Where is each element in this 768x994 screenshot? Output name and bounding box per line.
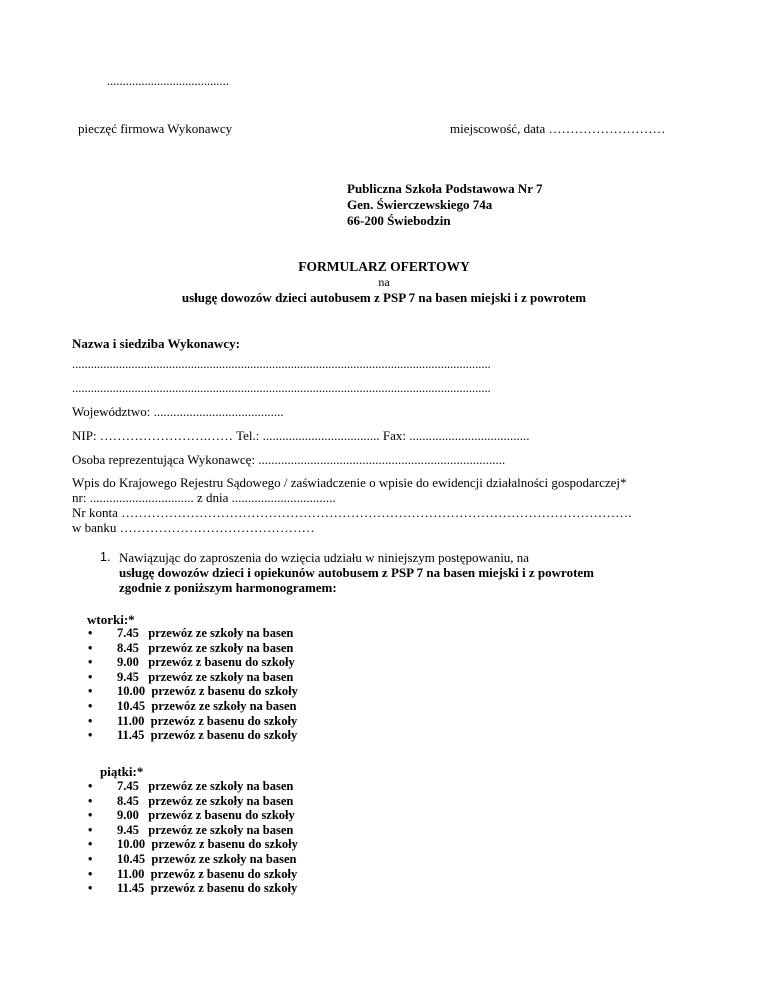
recipient-block xyxy=(347,181,543,229)
bullet-icon: • xyxy=(88,822,93,837)
schedule-entry: 9.45 przewóz ze szkoły na basen xyxy=(117,669,294,684)
bullet-icon: • xyxy=(88,684,93,699)
bullet-icon: • xyxy=(88,866,93,881)
bullet-icon: • xyxy=(88,713,93,728)
recipient-city: 66-200 Świebodzin xyxy=(347,213,451,228)
point1-subject: usługę dowozów dzieci i opiekunów autobusem z PSP 7 na basen miejski i z powrotem xyxy=(119,565,595,580)
contractor-heading: Nazwa i siedziba Wykonawcy: xyxy=(72,336,240,351)
bank-field: w banku ……………………………………… xyxy=(72,520,315,535)
bullet-icon: • xyxy=(88,881,93,896)
representative-field: Osoba reprezentująca Wykonawcę: ............................................................................ xyxy=(72,452,506,467)
krs-number-date: nr: ................................ z dnia ................................ xyxy=(72,490,336,505)
list-item xyxy=(88,626,298,641)
schedule-entry: 8.45 przewóz ze szkoły na basen xyxy=(117,793,294,808)
form-subject: usługę dowozów dzieci autobusem z PSP 7 na basen miejski i z powrotem xyxy=(181,290,587,305)
friday-label: piątki:* xyxy=(100,764,144,779)
point1-schedule-intro: zgodnie z poniższym harmonogramem: xyxy=(119,580,337,595)
bullet-icon: • xyxy=(88,851,93,866)
bullet-icon: • xyxy=(88,698,93,713)
bullet-icon: • xyxy=(88,793,93,808)
list-item xyxy=(88,808,298,823)
schedule-entry: 7.45 przewóz ze szkoły na basen xyxy=(117,779,294,793)
list-item xyxy=(88,669,298,685)
stamp-label: pieczęć firmowa Wykonawcy xyxy=(78,121,233,136)
schedule-entry: 7.45 przewóz ze szkoły na basen xyxy=(117,626,294,640)
list-item xyxy=(88,851,298,867)
schedule-entry: 10.00 przewóz z basenu do szkoły xyxy=(117,684,298,699)
list-item xyxy=(88,684,298,699)
bullet-icon: • xyxy=(88,808,93,823)
bullet-icon: • xyxy=(88,779,93,793)
list-item xyxy=(88,866,298,882)
schedule-entry: 8.45 przewóz ze szkoły na basen xyxy=(117,640,294,655)
list-item xyxy=(88,713,298,729)
schedule-entry: 9.45 przewóz ze szkoły na basen xyxy=(117,822,294,837)
recipient-street: Gen. Świerczewskiego 74a xyxy=(347,197,493,212)
tuesday-schedule-list xyxy=(88,626,298,743)
bullet-icon: • xyxy=(88,655,93,670)
bullet-icon: • xyxy=(88,728,93,743)
schedule-entry: 10.45 przewóz ze szkoły na basen xyxy=(117,851,297,866)
schedule-entry: 11.00 przewóz z basenu do szkoły xyxy=(117,866,298,881)
bullet-icon: • xyxy=(88,669,93,684)
list-item xyxy=(88,655,298,670)
list-item xyxy=(88,793,298,809)
point-number: 1. xyxy=(100,550,111,564)
list-item xyxy=(88,881,298,896)
title-na: na xyxy=(378,275,390,289)
nip-tel-fax-fields: NIP: …………………….…… Tel.: .................................... Fax: ..................................... xyxy=(72,428,530,443)
account-number-field: Nr konta ………………………………………………………………………………………………………. xyxy=(72,505,632,520)
list-item xyxy=(88,837,298,852)
bullet-icon: • xyxy=(88,640,93,655)
list-item xyxy=(88,822,298,838)
recipient-name: Publiczna Szkoła Podstawowa Nr 7 xyxy=(347,181,543,196)
place-date: miejscowość, data ……………………… xyxy=(450,121,666,136)
krs-text: Wpis do Krajowego Rejestru Sądowego / zaświadczenie o wpisie do ewidencji działalności gospodarczej* xyxy=(72,475,627,490)
list-item xyxy=(88,728,298,743)
schedule-entry: 10.00 przewóz z basenu do szkoły xyxy=(117,837,298,852)
schedule-entry: 9.00 przewóz z basenu do szkoły xyxy=(117,808,295,823)
form-title: FORMULARZ OFERTOWY xyxy=(298,259,470,274)
tuesday-label: wtorki:* xyxy=(87,612,135,627)
point1-intro: Nawiązując do zaproszenia do wzięcia udziału w niniejszym postępowaniu, na xyxy=(119,550,530,565)
list-item xyxy=(88,779,298,794)
schedule-entry: 11.45 przewóz z basenu do szkoły xyxy=(117,728,298,743)
bullet-icon: • xyxy=(88,626,93,640)
stamp-dots: ....................................... xyxy=(107,74,229,88)
friday-schedule-list xyxy=(88,779,298,896)
contractor-name-line-1: ...................................................................................................................................... xyxy=(72,357,491,371)
list-item xyxy=(88,640,298,656)
schedule-entry: 11.00 przewóz z basenu do szkoły xyxy=(117,713,298,728)
bullet-icon: • xyxy=(88,837,93,852)
contractor-name-line-2: ...................................................................................................................................... xyxy=(72,381,491,395)
voivodeship-field: Województwo: ........................................ xyxy=(72,404,284,419)
schedule-entry: 11.45 przewóz z basenu do szkoły xyxy=(117,881,298,896)
list-item xyxy=(88,698,298,714)
schedule-entry: 10.45 przewóz ze szkoły na basen xyxy=(117,698,297,713)
schedule-entry: 9.00 przewóz z basenu do szkoły xyxy=(117,655,295,670)
